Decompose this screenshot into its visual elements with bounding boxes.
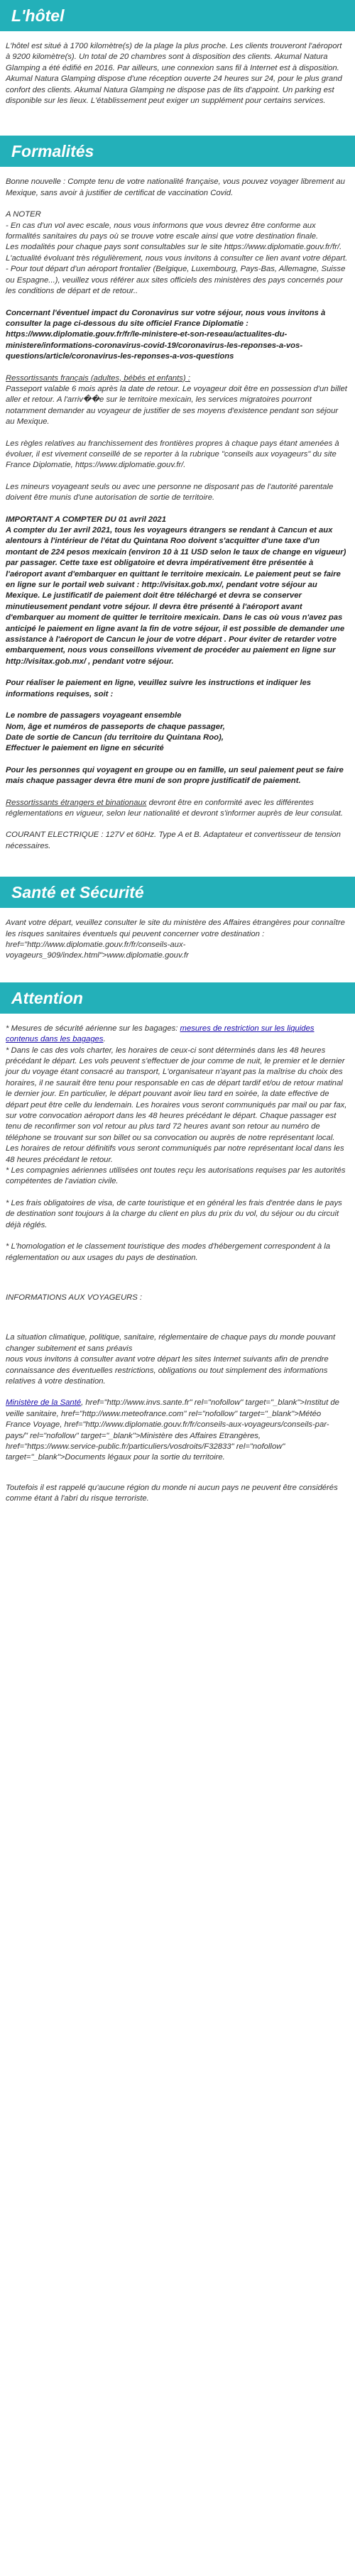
section-attention: [0, 1014, 355, 1505]
formalites-mineurs: Les mineurs voyageant seuls ou avec une personne ne disposant pas de l'autorité parentale doivent être munis d'une autorisation de sortie de territoire.: [6, 482, 334, 503]
formalites-ressortissants: [6, 373, 348, 384]
formalites-courant: COURANT ELECTRIQUE : 127V et 60Hz. Type A et B. Adaptateur et convertisseur de tension nécessaires.: [6, 831, 341, 850]
ministere-text: , href="http://www.invs.sante.fr" rel="nofollow" target="_blank">Institut de veille sanitaire, href="http://www.meteofrance.com" rel="nofollow" target="_blank">Météo France Voyage, href="http://www.diplomatie.gouv.fr/fr/conseils-aux-voyageurs/conseils-par-pays/" rel="nofollow" target="_blank">Ministère des Affaires Etrangères, href="https://www.service-public.fr/particuliers/vosdroits/F32833" rel="nofollow" target="_blank">Documents légaux pour la sortie du territoire.: [6, 1398, 339, 1462]
attention-infos-voyageurs: INFORMATIONS AUX VOYAGEURS :: [6, 1293, 143, 1302]
formalites-coronavirus: Concernant l'éventuel impact du Coronavirus sur votre séjour, nous vous invitons à consulter la page ci-dessous du site officiel France Diplomatie : https://www.diplomatie.gouv.fr/fr/le-ministere-et-son-reseau/actualites-du-ministere/informations-coronavirus-covid-19/coronavirus-les-reponses-a-vos-questions/article/coronavirus-les-reponses-a-vos-questions: [6, 308, 326, 361]
ministere-sante-link[interactable]: Ministère de la Santé: [6, 1398, 82, 1408]
attention-horaires: * Dans le cas des vols charter, les horaires de ceux-ci sont déterminés dans les 48 heures précédant le départ. Les vols peuvent s'effectuer de jour comme de nuit, le premier et le dernier jour du voyage étant consacré au transport, L'organisateur n'ayant pas la maîtrise du choix des horaires, il ne saurait être tenu pour responsable en cas de départ tardif et/ou de retour matinal le dernier jour. En particulier, le départ pouvant avoir lieu tard en soirée, la date effective de départ peut être celle du lendemain. Les horaires vous seront communiqués par mail ou par fax, sur votre convocation aéroport dans les 48 heures précédant le départ. Chaque passager est tenu de reconfirmer son vol retour au plus tard 72 heures avant son retour au numéro de téléphone se trouvant sur son billet ou sa convocation ou auprès de notre représentant local. Les horaires de retour définitifs vous seront communiqués par notre représentant local dans les 48 heures précédant le retour. * Les compagnies aériennes utilisées ont toutes reçu les autorisations requises par les autorités compétentes de l'aviation civile.: [6, 1046, 347, 1186]
formalites-important: IMPORTANT A COMPTER DU 01 avril 2021 A compter du 1er avril 2021, tous les voyageurs étrangers se rendant à Cancun et aux alentours à l'intérieur de l'état du Quintana Roo doivent s'acquitter d'une taxe d'un montant de 224 pesos mexicain (environ 10 à 11 USD selon le taux de change en vigueur) par passager. Cette taxe est obligatoire et devra impérativement être présentée à l'aéroport avant d'embarquer en quittant le territoire mexicain. Le paiement peut se faire en ligne sur le portail web suivant : http://visitax.gob.mx/, pendant votre séjour au Mexique. Le justificatif de paiement doit être téléchargé et devra se conserver minutieusement pendant votre séjour. Il devra être présenté à l'aéroport avant d'embarquer au moment de quitter le territoire mexicain. Dans le cas où vous n'avez pas anticipé le paiement en ligne avant la fin de votre séjour, il est possible de demander une assistance à l'aéroport de Cancun le jour de votre départ . Pour éviter de retarder votre embarquement, nous vous conseillons vivement de procéder au paiement en ligne sur http://visitax.gob.mx/ , pendant votre séjour.: [6, 515, 346, 666]
formalites-nombre: Le nombre de passagers voyageant ensemble Nom, âge et numéros de passeports de chaque passager, Date de sortie de Cancun (du territoire du Quintana Roo), Effectuer le paiement en ligne en sécurité: [6, 711, 225, 753]
formalites-realiser: Pour réaliser le paiement en ligne, veuillez suivre les instructions et indiquer les informations requises, soit :: [6, 679, 312, 698]
attention-situation: La situation climatique, politique, sanitaire, réglementaire de chaque pays du monde pouvant changer subitement et sans préavis nous vous invitons à consulter avant votre départ les sites Internet suivants afin de prendre connaissance des éventuelles restrictions, obligations ou tout simplement des informations relatives à votre destination.: [6, 1333, 336, 1386]
formalites-a-noter: A NOTER - En cas d'un vol avec escale, nous vous informons que vous devrez être conforme aux formalités sanitaires du pays où se trouve votre escale ainsi que votre destination finale. Les modalités pour chaque pays sont consultables sur le site https://www.diplomatie.gouv.fr/fr/. L'actualité évoluant très régulièrement, nous vous invitons à consulter ce lien avant votre départ. - Pour tout départ d'un aéroport frontalier (Belgique, Luxembourg, Pays-Bas, Allemagne, Suisse ou Espagne...), veuillez vous référer aux sites officiels des ministères des pays concernés pour les conditions de départ et de retour..: [6, 210, 348, 296]
hotel-description: L'hôtel est situé à 1700 kilomètre(s) de la plage la plus proche. Les clients trouveront l'aéroport à 9200 kilomètre(s). Un total de 20 chambres sont à disposition des clients. Akumal Natura Glamping a été édifié en 2016. Par ailleurs, une connexion sans fil à Internet est à disposition. Akumal Natura Glamping dispose d'une réception ouverte 24 heures sur 24, pour le plus grand confort des clients. Akumal Natura Glamping ne dispose pas de lits d'appoint. Un parking est disponible sur les lieux. L'établissement peut exiger un supplément pour certains services.: [6, 42, 342, 106]
ressortissants-label: Ressortissants français (adultes, bébés et enfants) :: [6, 373, 190, 383]
formalites-intro: Bonne nouvelle : Compte tenu de votre nationalité française, vous pouvez voyager librement au Mexique, sans avoir à justifier de certificat de vaccination Covid.: [6, 177, 345, 197]
attention-frais: * Les frais obligatoires de visa, de carte touristique et en général les frais d'entrée dans le pays de destination sont toujours à la charge du client en plus du prix du vol, du séjour ou du circuit déjà réglés.: [6, 1198, 342, 1229]
section-header-hotel: L'hôtel: [0, 0, 355, 31]
section-header-formalites: Formalités: [0, 136, 355, 167]
section-sante: [0, 908, 355, 962]
attention-toutefois: Toutefois il est rappelé qu'aucune région du monde ni aucun pays ne peuvent être considérés comme étant à l'abri du risque terroriste.: [6, 1483, 338, 1503]
section-header-attention: Attention: [0, 982, 355, 1014]
mesures-suffix: .: [103, 1035, 106, 1044]
mesures-restriction-link[interactable]: mesures de restriction sur les liquides contenus dans les bagages: [6, 1024, 315, 1044]
binationaux-text: devront être en conformité avec les différentes réglementations en vigueur, selon leur nationalité et devront s'informer auprès de leur consulat.: [6, 798, 344, 818]
formalites-binationaux: [6, 798, 348, 820]
section-header-sante: Santé et Sécurité: [0, 877, 355, 908]
formalites-regles: Les règles relatives au franchissement des frontières propres à chaque pays étant amenées à évoluer, il est vivement conseillé de se reporter à la rubrique "conseils aux voyageurs" du site France Diplomatie, https://www.diplomatie.gouv.fr/.: [6, 439, 339, 470]
section-hotel: [0, 31, 355, 106]
mesures-prefix: * Mesures de sécurité aérienne sur les bagages:: [6, 1024, 180, 1033]
binationaux-label: Ressortissants étrangers et binationaux: [6, 798, 147, 807]
attention-ministere: [6, 1398, 348, 1463]
attention-mesures: [6, 1024, 348, 1046]
formalites-groupe: Pour les personnes qui voyagent en groupe ou en famille, un seul paiement peut se faire mais chaque passager devra être muni de son propre justificatif de paiement.: [6, 765, 344, 786]
section-formalites: [0, 167, 355, 852]
sante-text: Avant votre départ, veuillez consulter le site du ministère des Affaires étrangères pour connaître les risques sanitaires éventuels qui peuvent concerner votre destination : href="http://www.diplomatie.gouv.fr/fr/conseils-aux-voyageurs_909/index.html">www.diplomatie.gouv.fr: [6, 919, 345, 960]
formalites-passeport: Passeport valable 6 mois après la date de retour. Le voyageur doit être en possession d'un billet aller et retour. A l'arriv��e sur le territoire mexicain, les services migratoires pourront notamment demander au voyageur de justifier de ses moyens d'existence pendant son séjour au Mexique.: [6, 384, 347, 427]
attention-homologation: * L'homologation et le classement touristique des modes d'hébergement correspondent à la réglementation ou aux usages du pays de destination.: [6, 1242, 331, 1262]
